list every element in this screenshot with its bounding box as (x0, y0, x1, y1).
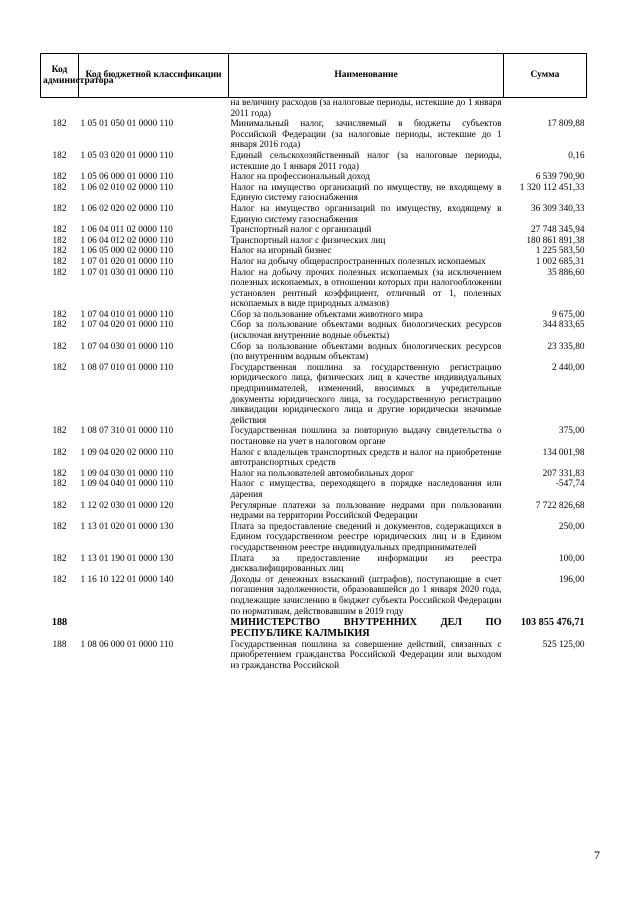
table-row (41, 342, 587, 363)
table-row (41, 554, 587, 575)
cell-admin-code: 182 (52, 182, 67, 193)
cell-budget-code: 1 05 06 000 01 0000 110 (80, 172, 174, 183)
table-body (41, 98, 587, 672)
cell-sum: 1 002 685,31 (535, 256, 585, 267)
header-admin-code: Код администратора (41, 54, 79, 98)
cell-admin-code: 182 (52, 362, 67, 373)
cell-admin-code: 182 (52, 447, 67, 458)
cell-sum: 1 225 583,50 (535, 246, 585, 257)
cell-sum: 35 886,60 (547, 267, 585, 278)
cell-name: Налог на добычу общераспространенных полезных ископаемых (230, 256, 486, 267)
cell-name: Сбор за пользование объектами животного мира (230, 309, 423, 320)
cell-name: на величину расходов (за налоговые периоды, истекшие до 1 января 2011 года) (230, 98, 502, 119)
page-number: 7 (594, 848, 600, 862)
table-row (41, 479, 587, 500)
cell-budget-code: 1 06 04 011 02 0000 110 (80, 225, 173, 236)
cell-admin-code: 182 (52, 119, 67, 130)
cell-sum: 180 861 891,38 (526, 235, 585, 246)
table-row (41, 426, 587, 447)
cell-sum: 0,16 (568, 150, 585, 161)
cell-budget-code: 1 12 02 030 01 0000 120 (80, 500, 174, 511)
cell-admin-code: 182 (52, 574, 67, 585)
cell-admin-code (41, 98, 79, 120)
cell-name: Налог на имущество организаций по имуществу, не входящему в Единую систему газоснабжения (230, 182, 502, 204)
cell-name: Регулярные платежи за пользование недрами при пользовании недрами на территории Российской Федерации (230, 500, 502, 522)
table-header-row (41, 54, 587, 98)
table-row (41, 268, 587, 310)
cell-sum: 27 748 345,94 (531, 225, 585, 236)
cell-admin-code: 188 (52, 639, 67, 650)
cell-budget-code: 1 09 04 040 01 0000 110 (80, 479, 174, 490)
cell-name: Государственная пошлина за повторную выдачу свидетельства о постановке на учет в налоговом органе (230, 426, 502, 447)
cell-budget-code: 1 07 04 030 01 0000 110 (80, 341, 174, 352)
cell-name: Сбор за пользование объектами водных биологических ресурсов (по внутренним водным объектам) (230, 341, 502, 363)
cell-name: Налог с владельцев транспортных средств и налог на приобретение автотранспортных средств (230, 447, 502, 469)
table-row (41, 522, 587, 554)
header-name: Наименование (229, 54, 504, 98)
budget-revenue-table (40, 53, 587, 671)
cell-budget-code: 1 06 02 020 02 0000 110 (80, 203, 174, 214)
cell-budget-code: 1 05 01 050 01 0000 110 (80, 119, 174, 130)
cell-admin-code: 182 (52, 235, 67, 246)
cell-sum: 207 331,83 (542, 468, 585, 479)
table-row (41, 320, 587, 341)
cell-admin-code: 182 (52, 320, 67, 331)
table-row (41, 469, 587, 480)
cell-budget-code: 1 16 10 122 01 0000 140 (80, 574, 174, 585)
cell-admin-code: 182 (52, 553, 67, 564)
cell-budget-code: 1 07 01 030 01 0000 110 (80, 267, 174, 278)
cell-admin-code: 182 (52, 150, 67, 161)
cell-admin-code: 188 (51, 617, 68, 629)
cell-name: Транспортный налог с организаций (230, 225, 372, 236)
cell-sum: 2 440,00 (551, 362, 585, 373)
table-row (41, 98, 587, 120)
cell-sum: 134 001,98 (542, 447, 585, 458)
cell-sum: 250,00 (558, 521, 585, 532)
cell-budget-code (79, 98, 229, 120)
cell-name: Налог с имущества, переходящего в порядке наследования или дарения (230, 479, 502, 500)
cell-budget-code (79, 617, 229, 639)
cell-name: Транспортный налог с физических лиц (230, 235, 386, 246)
cell-budget-code: 1 09 04 030 01 0000 110 (80, 468, 174, 479)
cell-admin-code: 182 (52, 172, 67, 183)
cell-sum (504, 98, 587, 120)
cell-sum: 525 125,00 (542, 639, 585, 650)
cell-sum: -547,74 (555, 479, 585, 490)
cell-name: Налог на профессиональный доход (230, 172, 370, 183)
table-row (41, 225, 587, 236)
cell-budget-code: 1 09 04 020 02 0000 110 (80, 447, 174, 458)
cell-admin-code: 182 (52, 225, 67, 236)
cell-budget-code: 1 06 02 010 02 0000 110 (80, 182, 174, 193)
cell-admin-code: 182 (52, 521, 67, 532)
cell-budget-code: 1 06 05 000 02 0000 110 (80, 246, 174, 257)
cell-admin-code: 182 (52, 426, 67, 437)
cell-sum: 100,00 (558, 553, 585, 564)
header-budget-code: Код бюджетной классификации (79, 54, 229, 98)
cell-name: Налог на пользователей автомобильных дорог (230, 468, 414, 479)
cell-admin-code: 182 (52, 203, 67, 214)
cell-admin-code: 182 (52, 256, 67, 267)
cell-sum: 17 809,88 (547, 119, 585, 130)
cell-sum: 344 833,65 (542, 320, 585, 331)
table-row (41, 236, 587, 247)
cell-sum: 375,00 (558, 426, 585, 437)
table-row (41, 119, 587, 151)
cell-name: Минимальный налог, зачисляемый в бюджеты субъектов Российской Федерации (за налоговые периоды, истекшие до 1 января 2016 года) (230, 119, 502, 151)
cell-admin-code: 182 (52, 341, 67, 352)
table-row (41, 246, 587, 257)
header-sum: Сумма (504, 54, 587, 98)
cell-admin-code: 182 (52, 500, 67, 511)
table-row (41, 448, 587, 469)
cell-sum: 6 539 790,90 (535, 172, 585, 183)
cell-budget-code: 1 07 01 020 01 0000 110 (80, 256, 174, 267)
cell-admin-code: 182 (52, 468, 67, 479)
cell-budget-code: 1 13 01 020 01 0000 130 (80, 521, 174, 532)
cell-name: Налог на игорный бизнес (230, 246, 332, 257)
cell-name: Единый сельскохозяйственный налог (за налоговые периоды, истекшие до 1 января 2011 года) (230, 150, 502, 172)
cell-name: МИНИСТЕРСТВО ВНУТРЕННИХ ДЕЛ ПО РЕСПУБЛИКЕ КАЛМЫКИЯ (230, 617, 502, 640)
cell-sum: 9 675,00 (551, 309, 585, 320)
table-row (41, 640, 587, 672)
cell-budget-code: 1 07 04 020 01 0000 110 (80, 320, 174, 331)
cell-admin-code: 182 (52, 479, 67, 490)
cell-budget-code: 1 08 06 000 01 0000 110 (80, 639, 174, 650)
table-row-section (41, 617, 587, 639)
cell-budget-code: 1 07 04 010 01 0000 110 (80, 309, 174, 320)
cell-admin-code: 182 (52, 246, 67, 257)
table-row (41, 257, 587, 268)
table-row (41, 183, 587, 204)
cell-budget-code: 1 06 04 012 02 0000 110 (80, 235, 174, 246)
cell-sum: 36 309 340,33 (531, 203, 585, 214)
cell-budget-code: 1 08 07 010 01 0000 110 (80, 362, 174, 373)
cell-sum: 7 722 826,68 (535, 500, 585, 511)
table-row (41, 575, 587, 617)
cell-budget-code: 1 08 07 310 01 0000 110 (80, 426, 174, 437)
cell-budget-code: 1 13 01 190 01 0000 130 (80, 553, 174, 564)
cell-sum: 1 320 112 451,33 (519, 182, 585, 193)
table-row (41, 151, 587, 172)
cell-name: Государственная пошлина за государственную регистрацию юридического лица, физических лиц в качестве индивидуальных предпринимателей, изменений, вносимых в учредительные документы юридического лица, за государственную регистрацию ликвидации юридического лица и другие юридически значимые действия (230, 362, 502, 426)
cell-name: Доходы от денежных взысканий (штрафов), поступающие в счет погашения задолженности, образовавшейся до 1 января 2020 года, подлежащие зачислению в бюджет субъекта Российской Федерации по нормативам, действовавшим в 2019 году (230, 574, 502, 617)
cell-name: Плата за предоставление сведений и документов, содержащихся в Едином государственном реестре юридических лиц и в Едином государственном реестре индивидуальных предпринимателей (230, 521, 502, 553)
table-row (41, 501, 587, 522)
cell-admin-code: 182 (52, 309, 67, 320)
table-row (41, 204, 587, 225)
table-row (41, 310, 587, 321)
cell-budget-code: 1 05 03 020 01 0000 110 (80, 150, 174, 161)
cell-name: Сбор за пользование объектами водных биологических ресурсов (исключая внутренние водные объекты) (230, 320, 502, 342)
table-row (41, 172, 587, 183)
cell-name: Плата за предоставление информации из реестра дисквалифицированных лиц (230, 553, 502, 575)
cell-name: Налог на имущество организаций по имуществу, входящему в Единую систему газоснабжения (230, 203, 502, 225)
table-row (41, 363, 587, 427)
cell-sum: 196,00 (558, 574, 585, 585)
cell-name: Налог на добычу прочих полезных ископаемых (за исключением полезных ископаемых, в отношении которых при налогообложении установлен рентный коэффициент, отличный от 1, полезных ископаемых в виде природных алмазов) (230, 267, 502, 310)
cell-sum: 23 335,80 (547, 341, 585, 352)
cell-admin-code: 182 (52, 267, 67, 278)
cell-name: Государственная пошлина за совершение действий, связанных с приобретением гражданства Российской Федерации или выходом из гражданства Российской (230, 639, 502, 671)
cell-sum: 103 855 476,71 (520, 617, 585, 629)
